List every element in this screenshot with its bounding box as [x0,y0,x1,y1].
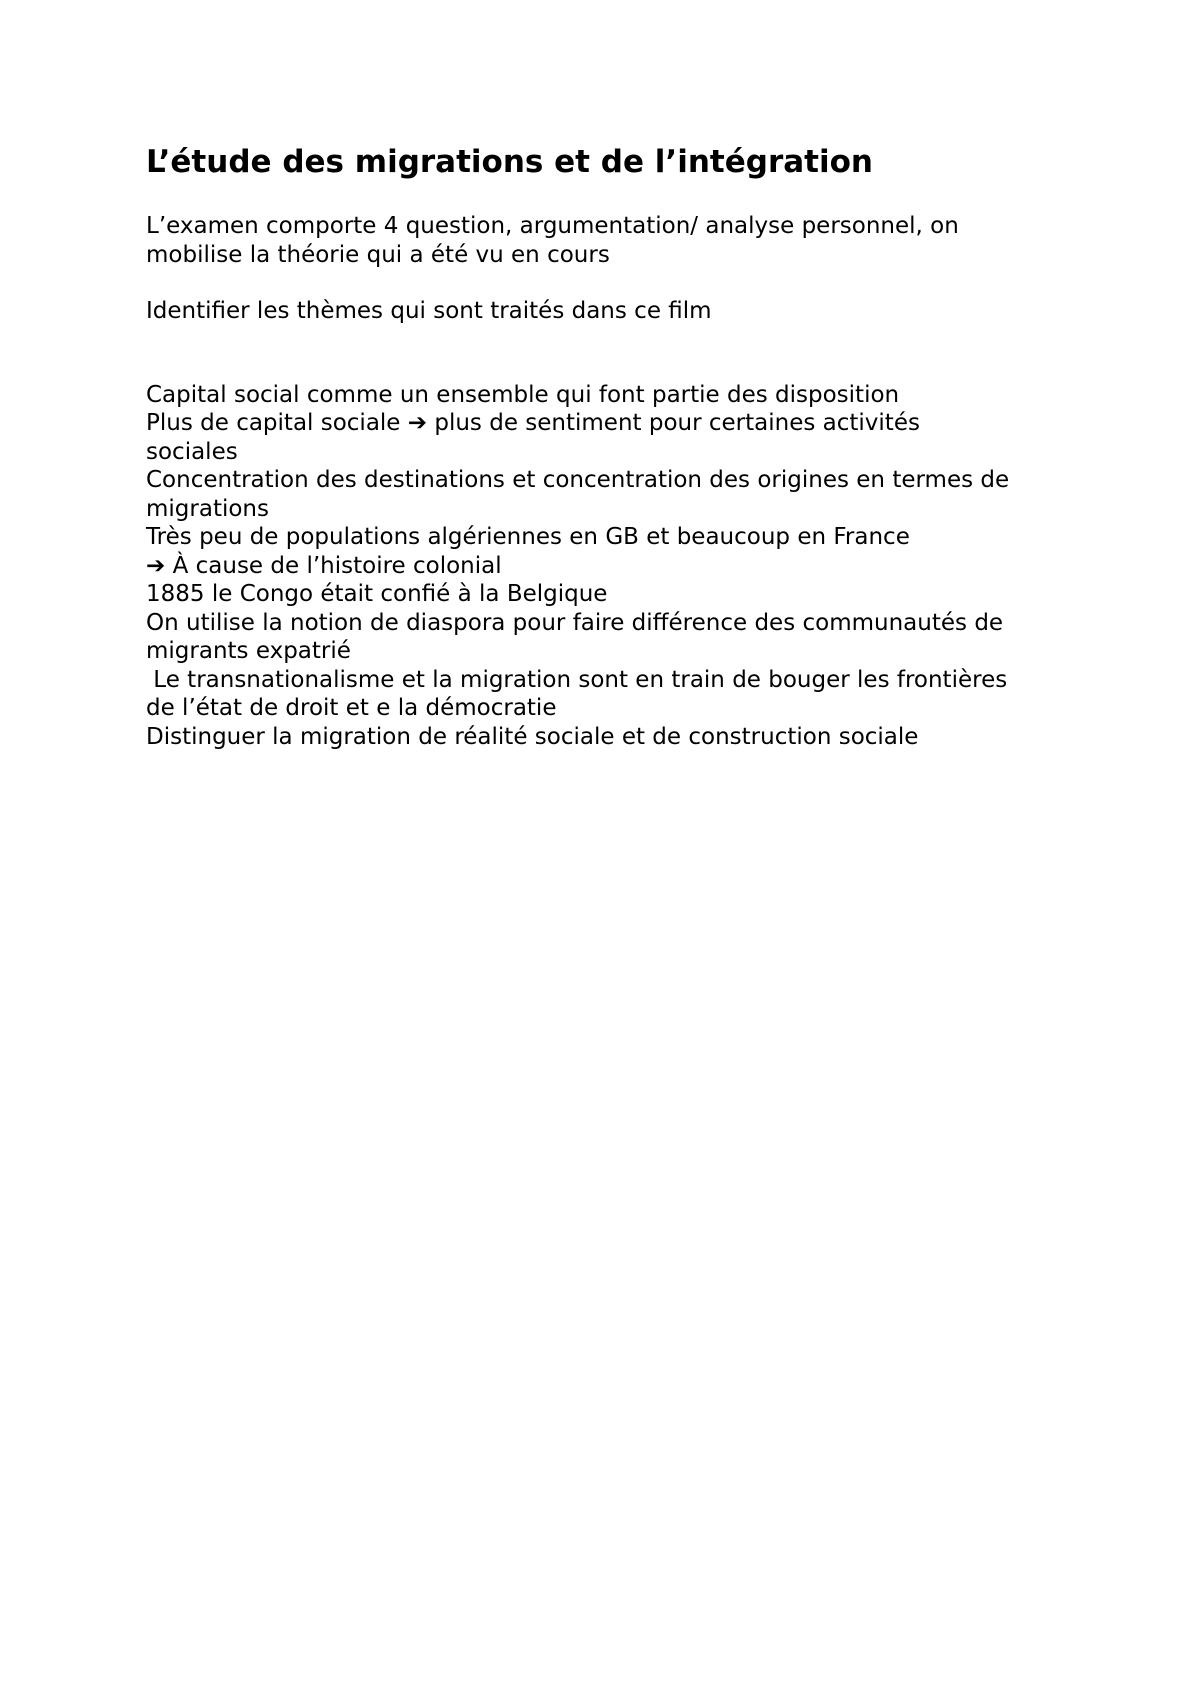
intro-line-2: mobilise la théorie qui a été vu en cours [146,241,610,268]
instruction-line: Identifier les thèmes qui sont traités dans ce film [146,298,712,324]
note-line: migrants expatrié [146,638,351,664]
note-line: Concentration des destinations et concentration des origines en termes de [146,467,1010,493]
note-line: migrations [146,495,269,522]
note-line: ➔ À cause de l’histoire colonial [146,552,502,579]
note-line: Plus de capital sociale ➔ plus de sentiment pour certaines activités [146,410,920,436]
document-body [146,142,1076,751]
paragraph-spacer [146,326,1076,381]
intro-line-1: L’examen comporte 4 question, argumentation/ analyse personnel, on [146,213,959,239]
note-line: sociales [146,438,238,465]
notes-list [146,381,1076,752]
note-line: 1885 le Congo était confié à la Belgique [146,581,608,607]
note-line: On utilise la notion de diaspora pour faire différence des communautés de [146,609,1004,636]
note-line: Le transnationalisme et la migration sont en train de bouger les frontières [146,666,1008,693]
note-line: Très peu de populations algériennes en GB et beaucoup en France [146,524,910,550]
paragraph-spacer [146,269,1076,297]
note-line: de l’état de droit et e la démocratie [146,695,557,721]
note-line: Capital social comme un ensemble qui font partie des disposition [146,381,900,408]
note-line: Distinguer la migration de réalité sociale et de construction sociale [146,723,919,750]
document-title: L’étude des migrations et de l’intégration [146,144,873,180]
